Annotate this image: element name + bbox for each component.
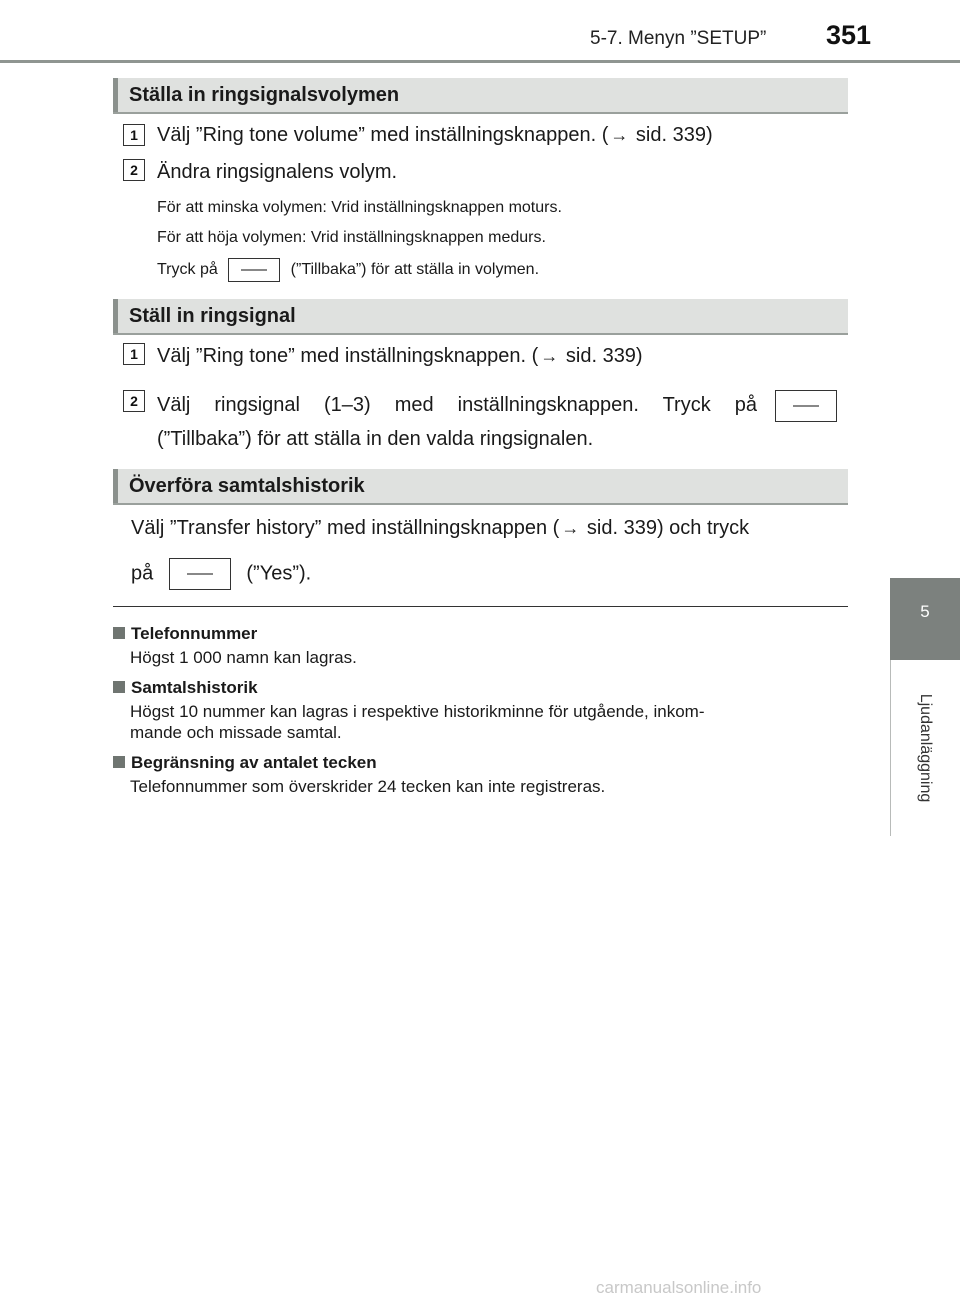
section-heading-volume <box>113 78 848 114</box>
right-arrow-icon: → <box>561 518 580 538</box>
square-bullet-icon <box>113 681 125 693</box>
note-body: Högst 1 000 namn kan lagras. <box>130 648 357 667</box>
step-text: (”Tillbaka”) för att ställa in den valda ringsignalen. <box>157 428 594 450</box>
section-heading-transfer <box>113 469 848 505</box>
step-text: Välj ”Ring tone volume” med inställningsknappen. ( → sid. 339) <box>157 124 713 146</box>
section-title: Överföra samtalshistorik <box>129 475 365 497</box>
section-title: Ställa in ringsignalsvolymen <box>129 84 400 106</box>
step-badge: 2 <box>123 390 145 412</box>
note-body: Högst 10 nummer kan lagras i respektive historikminne för utgående, inkom- mande och missade samtal. <box>130 702 705 742</box>
notes-divider <box>113 606 848 607</box>
header-section-title: 5-7. Menyn ”SETUP” <box>590 28 767 49</box>
step-badge: 1 <box>123 343 145 365</box>
right-arrow-icon: → <box>540 346 559 366</box>
sub-instruction: För att höja volymen: Vrid inställningsknappen medurs. <box>157 229 546 246</box>
note-title: Telefonnummer <box>113 624 843 644</box>
step-badge: 1 <box>123 124 145 146</box>
square-bullet-icon <box>113 756 125 768</box>
watermark: carmanualsonline.info <box>596 1278 762 1297</box>
note-title: Samtalshistorik <box>113 678 843 698</box>
header-divider <box>0 60 960 63</box>
instruction-text: Välj ”Transfer history” med inställningsknappen ( → sid. 339) och tryck <box>131 517 750 539</box>
section-title: Ställ in ringsignal <box>129 305 296 327</box>
chapter-title: Ljudanläggning <box>917 693 934 803</box>
back-key-icon <box>228 258 280 282</box>
square-bullet-icon <box>113 627 125 639</box>
right-arrow-icon: → <box>610 125 629 145</box>
sub-instruction: Tryck på (”Tillbaka”) för att ställa in volymen. <box>157 258 539 282</box>
back-key-icon <box>775 390 837 422</box>
section-heading-ringtone <box>113 299 848 335</box>
instruction-text: på (”Yes”). <box>131 558 311 590</box>
chapter-number: 5 <box>920 602 930 621</box>
note-title: Begränsning av antalet tecken <box>113 753 843 773</box>
step-badge: 2 <box>123 159 145 181</box>
sub-instruction: För att minska volymen: Vrid inställningsknappen moturs. <box>157 199 562 216</box>
chapter-tab-edge <box>890 660 891 836</box>
step-text: Ändra ringsignalens volym. <box>157 161 398 183</box>
notes-list <box>113 618 843 807</box>
back-key-icon <box>169 558 231 590</box>
step-text: Välj ringsignal (1–3) med inställningsknappen. Tryck på <box>157 394 757 416</box>
step-text: Välj ”Ring tone” med inställningsknappen. ( → sid. 339) <box>157 345 643 367</box>
page-number: 351 <box>826 20 872 50</box>
note-body: Telefonnummer som överskrider 24 tecken kan inte registreras. <box>130 777 606 796</box>
